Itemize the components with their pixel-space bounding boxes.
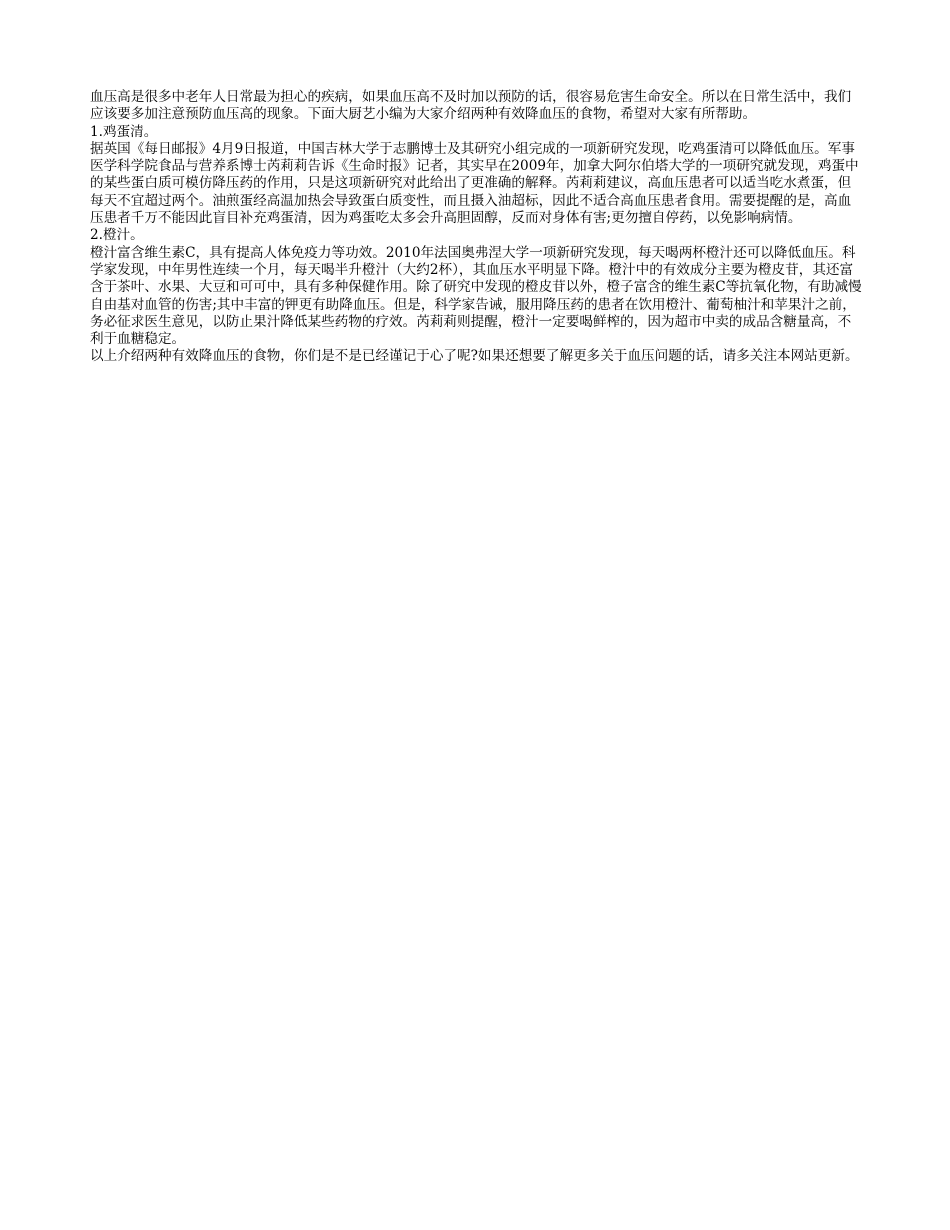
section-heading-orange-juice: 2.橙汁。 xyxy=(90,227,144,244)
section-body-orange-juice: 橙汁富含维生素C，具有提高人体免疫力等功效。2010年法国奥弗涅大学一项新研究发现，每天喝两杯橙汁还可以降低血压。科学家发现，中年男性连续一个月，每天喝半升橙汁（大约2杯），其血压水平明显下降。橙汁中的有效成分主要为橙皮苷，其还富含于茶叶、水果、大豆和可可中，具有多种保健作用。除了研究中发现的橙皮苷以外，橙子富含的维生素C等抗氧化物，有助减慢自由基对血管的伤害;其中丰富的钾更有助降血压。但是，科学家告诫，服用降压药的患者在饮用橙汁、葡萄柚汁和苹果汁之前，务必征求医生意见，以防止果汁降低某些药物的疗效。芮莉莉则提醒，橙汁一定要喝鲜榨的，因为超市中卖的成品含糖量高，不利于血糖稳定。 xyxy=(90,244,862,348)
article-body xyxy=(90,89,862,366)
conclusion-paragraph: 以上介绍两种有效降血压的食物，你们是不是已经谨记于心了呢?如果还想要了解更多关于血压问题的话，请多关注本网站更新。 xyxy=(90,348,859,365)
intro-paragraph: 血压高是很多中老年人日常最为担心的疾病，如果血压高不及时加以预防的话，很容易危害生命安全。所以在日常生活中，我们应该要多加注意预防血压高的现象。下面大厨艺小编为大家介绍两种有效降血压的食物，希望对大家有所帮助。 xyxy=(90,89,852,123)
section-heading-egg-white: 1.鸡蛋清。 xyxy=(90,123,158,140)
section-body-egg-white: 据英国《每日邮报》4月9日报道，中国吉林大学于志鹏博士及其研究小组完成的一项新研究发现，吃鸡蛋清可以降低血压。军事医学科学院食品与营养系博士芮莉莉告诉《生命时报》记者，其实早在2009年，加拿大阿尔伯塔大学的一项研究就发现，鸡蛋中的某些蛋白质可模仿降压药的作用，只是这项新研究对此给出了更准确的解释。芮莉莉建议，高血压患者可以适当吃水煮蛋，但每天不宜超过两个。油煎蛋经高温加热会导致蛋白质变性，而且摄入油超标，因此不适合高血压患者食用。需要提醒的是，高血压患者千万不能因此盲目补充鸡蛋清，因为鸡蛋吃太多会升高胆固醇，反而对身体有害;更勿擅自停药，以免影响病情。 xyxy=(90,140,859,227)
